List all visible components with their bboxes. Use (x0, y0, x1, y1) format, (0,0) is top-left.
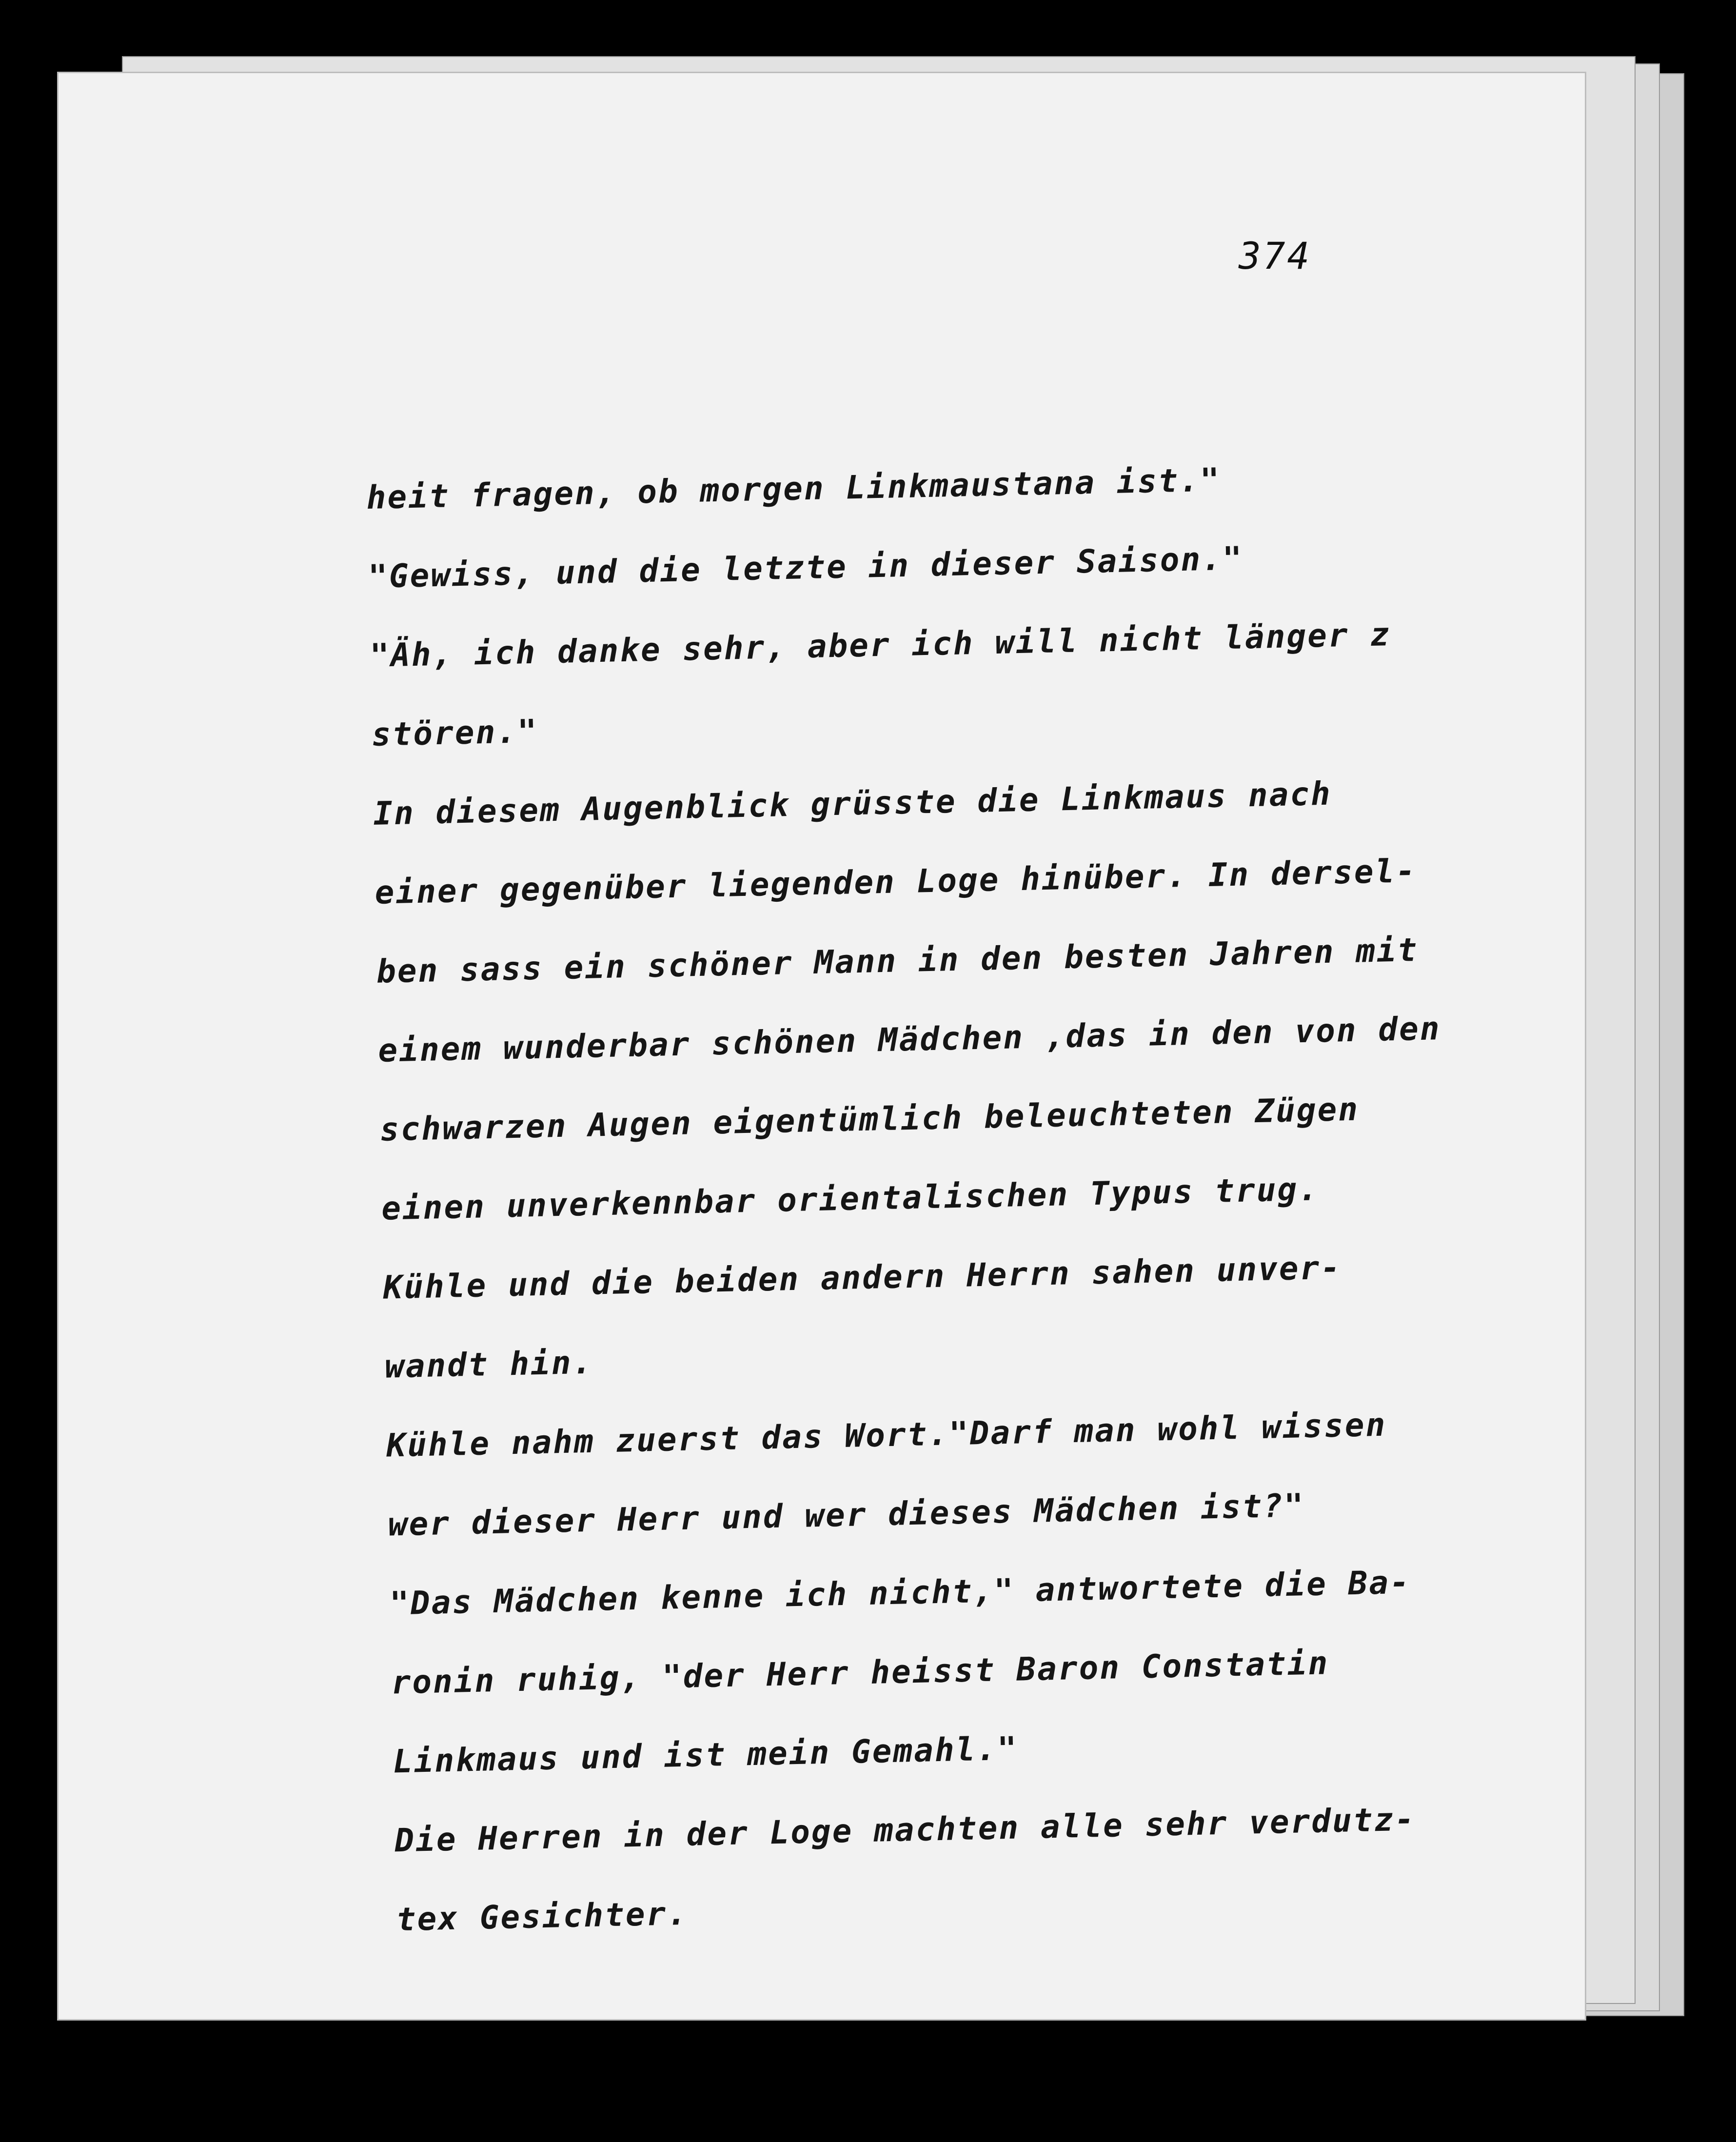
text-line: tex Gesichter. (395, 1894, 689, 1939)
text-line: einem wunderbar schönen Mädchen ,das in den von den (377, 1010, 1441, 1070)
text-line: In diesem Augenblick grüsste die Linkmaus nach (373, 774, 1332, 833)
text-line: "Gewiss, und die letzte in dieser Saison." (368, 539, 1244, 595)
text-line: Kühle und die beiden andern Herrn sahen unver- (382, 1249, 1342, 1307)
typewritten-text (366, 432, 1645, 1959)
text-line: einen unverkennbar orientalischen Typus trug. (381, 1170, 1320, 1228)
text-line: wer dieser Herr und wer dieses Mädchen ist?" (387, 1487, 1305, 1544)
text-line: schwarzen Augen eigentümlich beleuchteten Zügen (379, 1090, 1360, 1149)
text-line: Linkmaus und ist mein Gemahl." (393, 1729, 1019, 1781)
text-line: "Das Mädchen kenne ich nicht," antwortete die Ba- (389, 1563, 1411, 1623)
page-number: 374 (1239, 234, 1312, 278)
text-line: "Äh, ich danke sehr, aber ich will nicht länger z (369, 615, 1391, 674)
text-line: stören." (371, 712, 539, 754)
text-line: Kühle nahm zuerst das Wort."Darf man wohl wissen (386, 1406, 1387, 1465)
document-page (59, 73, 1585, 2019)
text-line: ben sass ein schöner Mann in den besten Jahren mit (376, 931, 1419, 991)
text-line: einer gegenüber liegenden Loge hinüber. In dersel- (374, 852, 1417, 912)
text-line: ronin ruhig, "der Herr heisst Baron Constatin (391, 1644, 1330, 1702)
text-line: heit fragen, ob morgen Linkmaustana ist." (366, 461, 1222, 516)
text-line: wandt hin. (384, 1343, 594, 1386)
text-line: Die Herren in der Loge machten alle sehr verdutz- (394, 1800, 1416, 1860)
